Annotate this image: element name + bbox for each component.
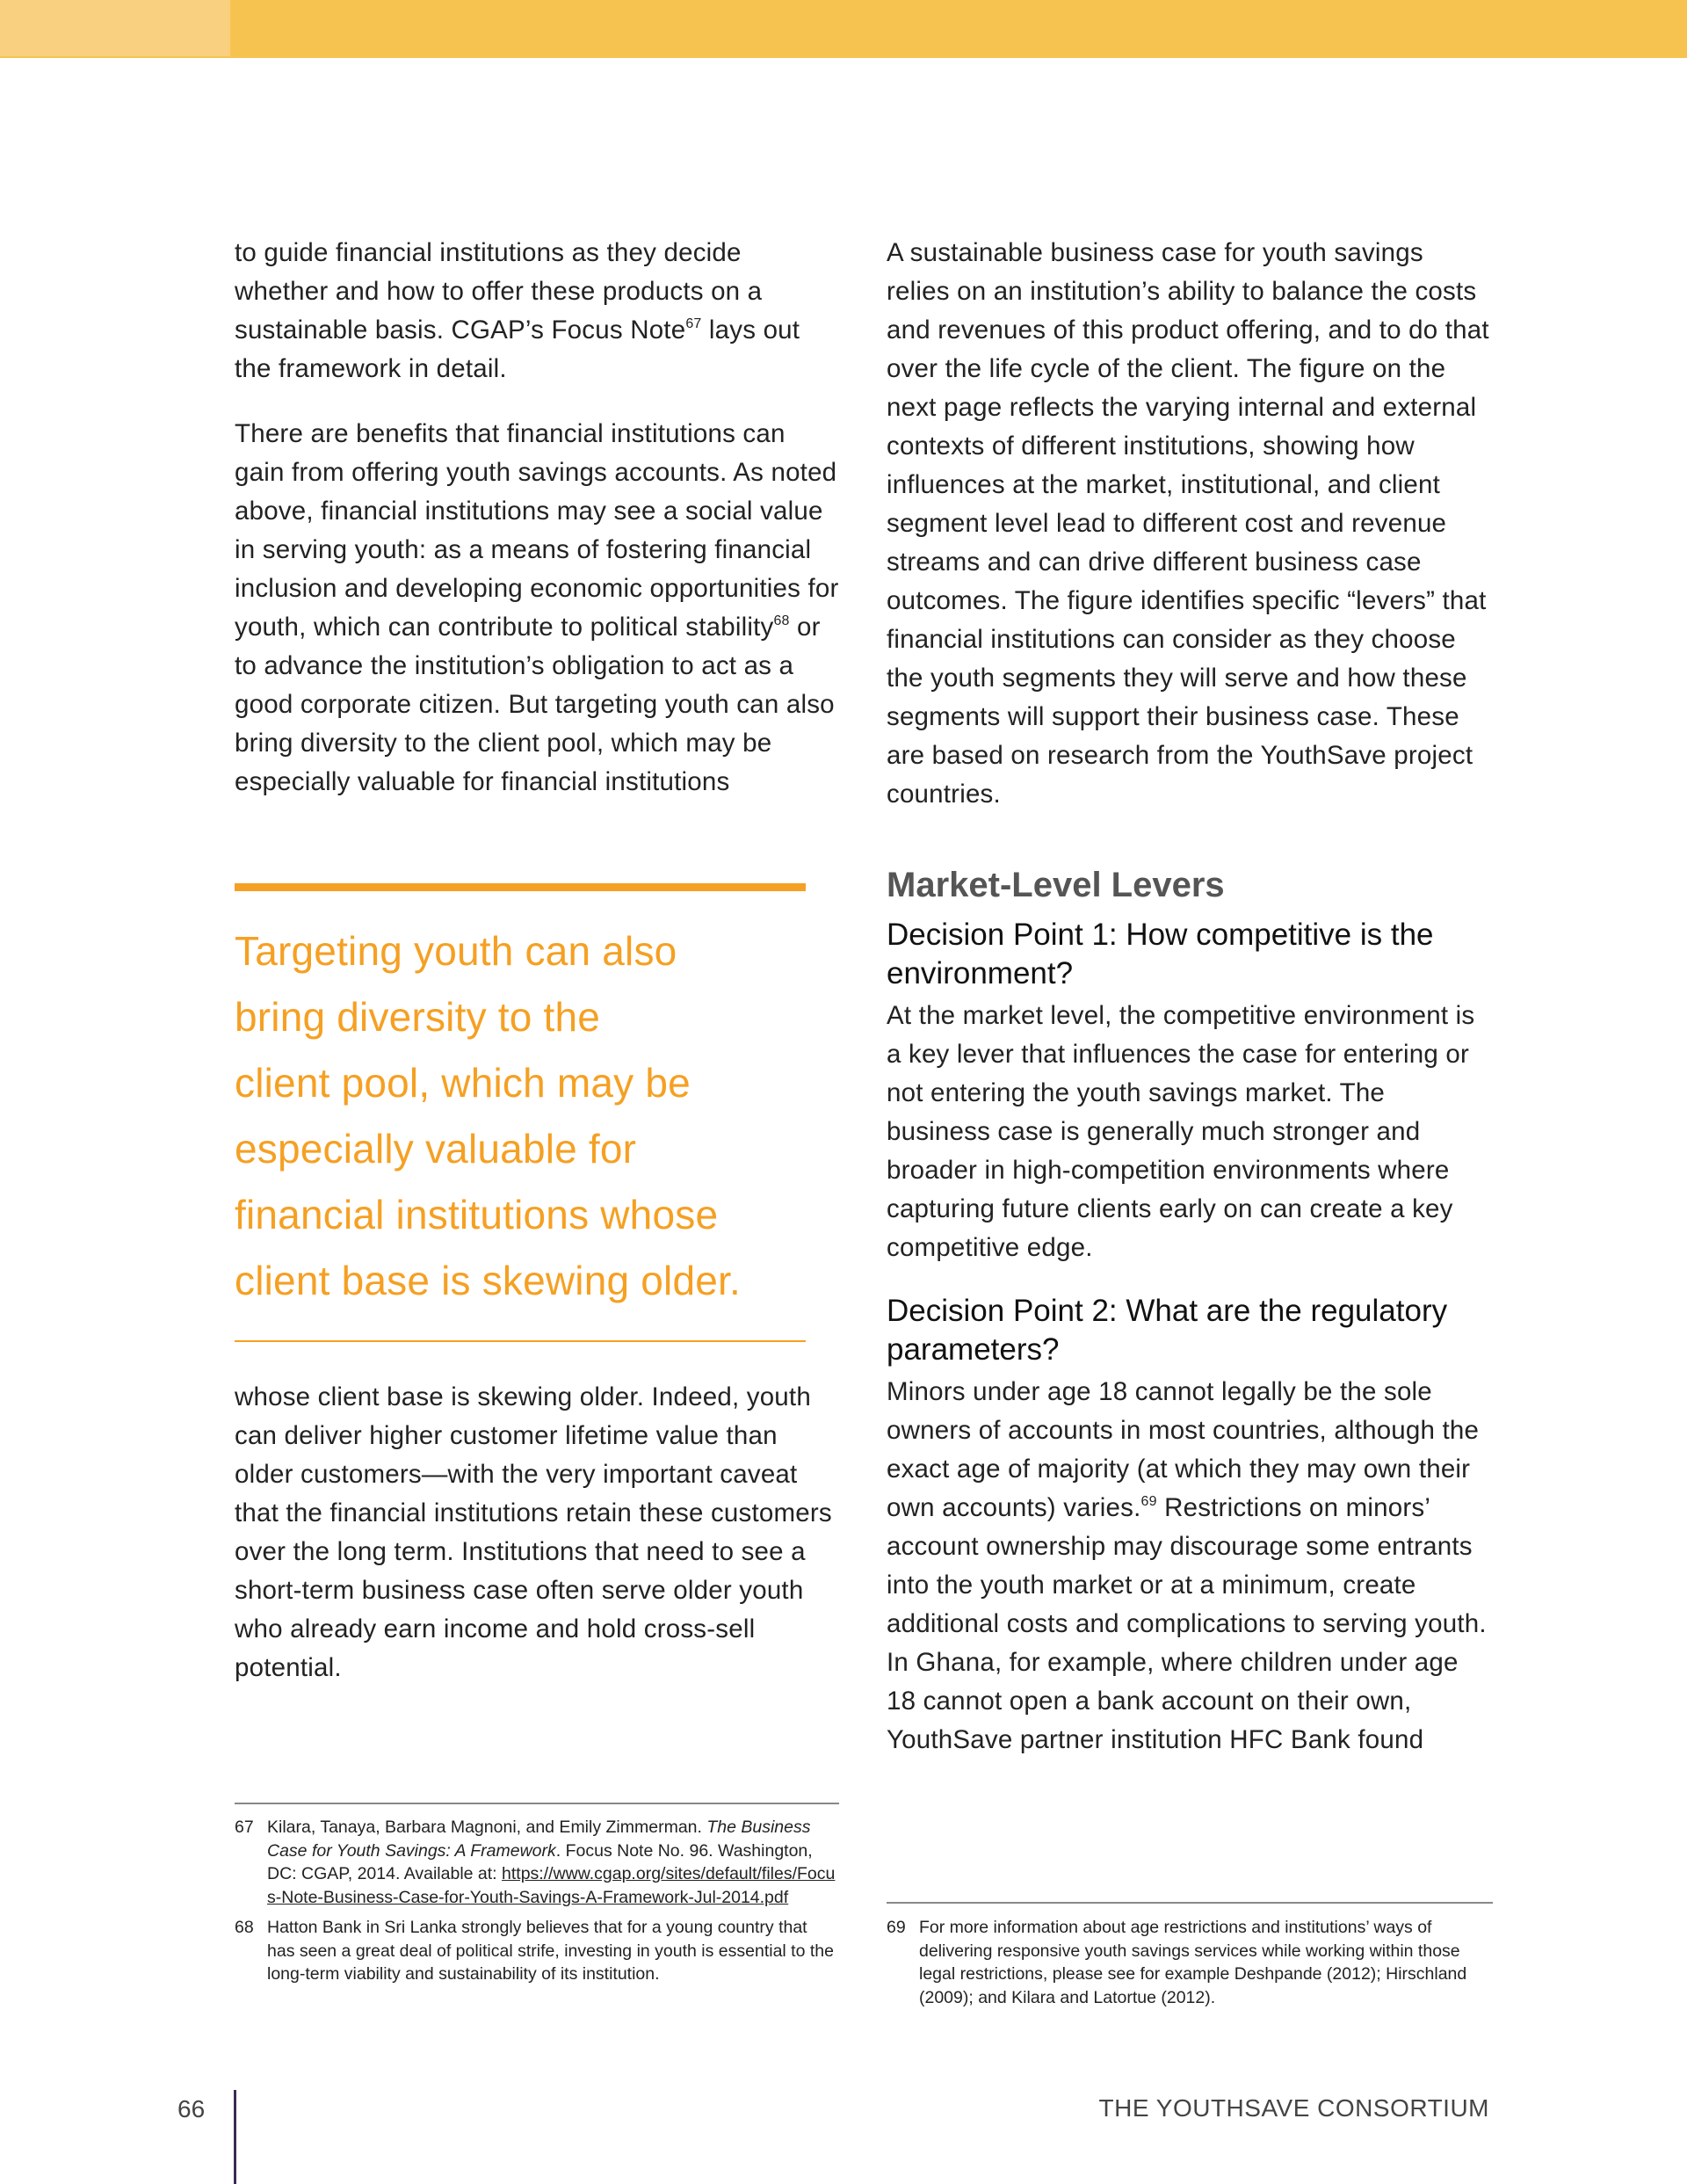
decision-point-2-heading: Decision Point 2: What are the regulatory parameters? bbox=[887, 1294, 1448, 1367]
header-band bbox=[0, 0, 1687, 58]
paragraph-business-case: A sustainable business case for youth savings relies on an institution’s ability to balance the costs and revenues of this product offering, and to do that over the life cycle of the client. The figure on the next page reflects the varying internal and external contexts of different institutions, showing how influences at the market, institutional, and client segment level lead to different cost and revenue streams and can drive different business case outcomes. The figure identifies specific “levers” that financial institutions can consider as they choose the youth segments they will serve and how these segments will support their business case. These are based on research from the YouthSave project countries. bbox=[887, 238, 1489, 809]
header-band-tab bbox=[0, 0, 230, 56]
footnote-ref-68[interactable]: 68 bbox=[773, 613, 790, 628]
footnote-divider-right bbox=[887, 1902, 1493, 1904]
footnotes-left bbox=[235, 1816, 839, 1993]
footnotes-right bbox=[887, 1916, 1493, 2016]
section-heading-market-level-levers: Market-Level Levers bbox=[887, 866, 1225, 904]
paragraph-cgap-framework: to guide financial institutions as they decide whether and how to offer these products on a sustainable basis. CGAP’s Focus Note$^{67}$ lays out the framework in detail. bbox=[235, 238, 800, 383]
publisher-name: THE YOUTHSAVE CONSORTIUM bbox=[1098, 2094, 1489, 2122]
pull-quote-text: Targeting youth can also bring diversity to the client pool, which may be especially valuable for financial institutions whose client base is skewing older. bbox=[235, 928, 741, 1303]
footnote-ref-69[interactable]: 69 bbox=[1140, 1494, 1157, 1509]
page-number: 66 bbox=[177, 2095, 206, 2122]
decision-point-2-text: Minors under age 18 cannot legally be the sole owners of accounts in most countries, although the exact age of majority (at which they may own their own accounts) varies.$^{69}$ Restrictions on minors’ account ownership may discourage some entrants into the youth market or at a minimum, create additional costs and complications to serving youth. In Ghana, for example, where children under age 18 cannot open a bank account on their own, YouthSave partner institution HFC Bank found bbox=[887, 1377, 1487, 1754]
decision-point-1-text: At the market level, the competitive environment is a key lever that influences the case for entering or not entering the youth savings market. The business case is generally much stronger and broader in high-competition environments where capturing future clients early on can create a key competitive edge. bbox=[887, 1001, 1475, 1262]
footnote-67: 67 Kilara, Tanaya, Barbara Magnoni, and Emily Zimmerman. The Business Case for Youth Savings: A Framework. Focus Note No. 96. Washington, DC: CGAP, 2014. Available at: https://www.cgap.org/sites/default/files/Focus-Note-Business-Case-for-Youth-Savings-A-Framework-Jul-2014.pdf bbox=[235, 1818, 836, 1907]
left-column bbox=[235, 234, 841, 802]
footnote-68: 68 Hatton Bank in Sri Lanka strongly believes that for a young country that has seen a great deal of political strife, investing in youth is essential to the long-term viability and sustainability of its institution. bbox=[235, 1918, 834, 1984]
left-column-continued bbox=[235, 1378, 841, 1687]
footnote-divider-left bbox=[235, 1803, 839, 1804]
decision-point-1-heading: Decision Point 1: How competitive is the environment? bbox=[887, 918, 1434, 990]
footnote-ref-67[interactable]: 67 bbox=[685, 316, 702, 331]
paragraph-benefits: There are benefits that financial institutions can gain from offering youth savings accounts. As noted above, financial institutions may see a social value in serving youth: as a means of fostering financial inclusion and developing economic opportunities for youth, which can contribute to political stability$^{68}$ or to advance the institution’s obligation to act as a good corporate citizen. But targeting youth can also bring diversity to the client pool, which may be especially valuable for financial institutions bbox=[235, 419, 839, 796]
pull-quote-top-rule bbox=[235, 883, 806, 891]
footnote-67-link[interactable]: https://www.cgap.org/sites/default/files/Focus-Note-Business-Case-for-Youth-Savings-A-Framework-Jul-2014.pdf bbox=[267, 1864, 836, 1907]
pull-quote-bottom-rule bbox=[235, 1340, 806, 1342]
footer-vertical-rule bbox=[234, 2090, 236, 2184]
footnote-69: 69 For more information about age restrictions and institutions’ ways of delivering responsive youth savings services while working within those legal restrictions, please see for example Deshpande (2012); Hirschland (2009); and Kilara and Latortue (2012). bbox=[887, 1918, 1467, 2007]
pull-quote bbox=[235, 883, 806, 1342]
paragraph-lifetime-value: whose client base is skewing older. Indeed, youth can deliver higher customer lifetime value than older customers—with the very important caveat that the financial institutions retain these customers over the long term. Institutions that need to see a short-term business case often serve older youth who already earn income and hold cross-sell potential. bbox=[235, 1382, 832, 1682]
right-column bbox=[887, 234, 1493, 1760]
